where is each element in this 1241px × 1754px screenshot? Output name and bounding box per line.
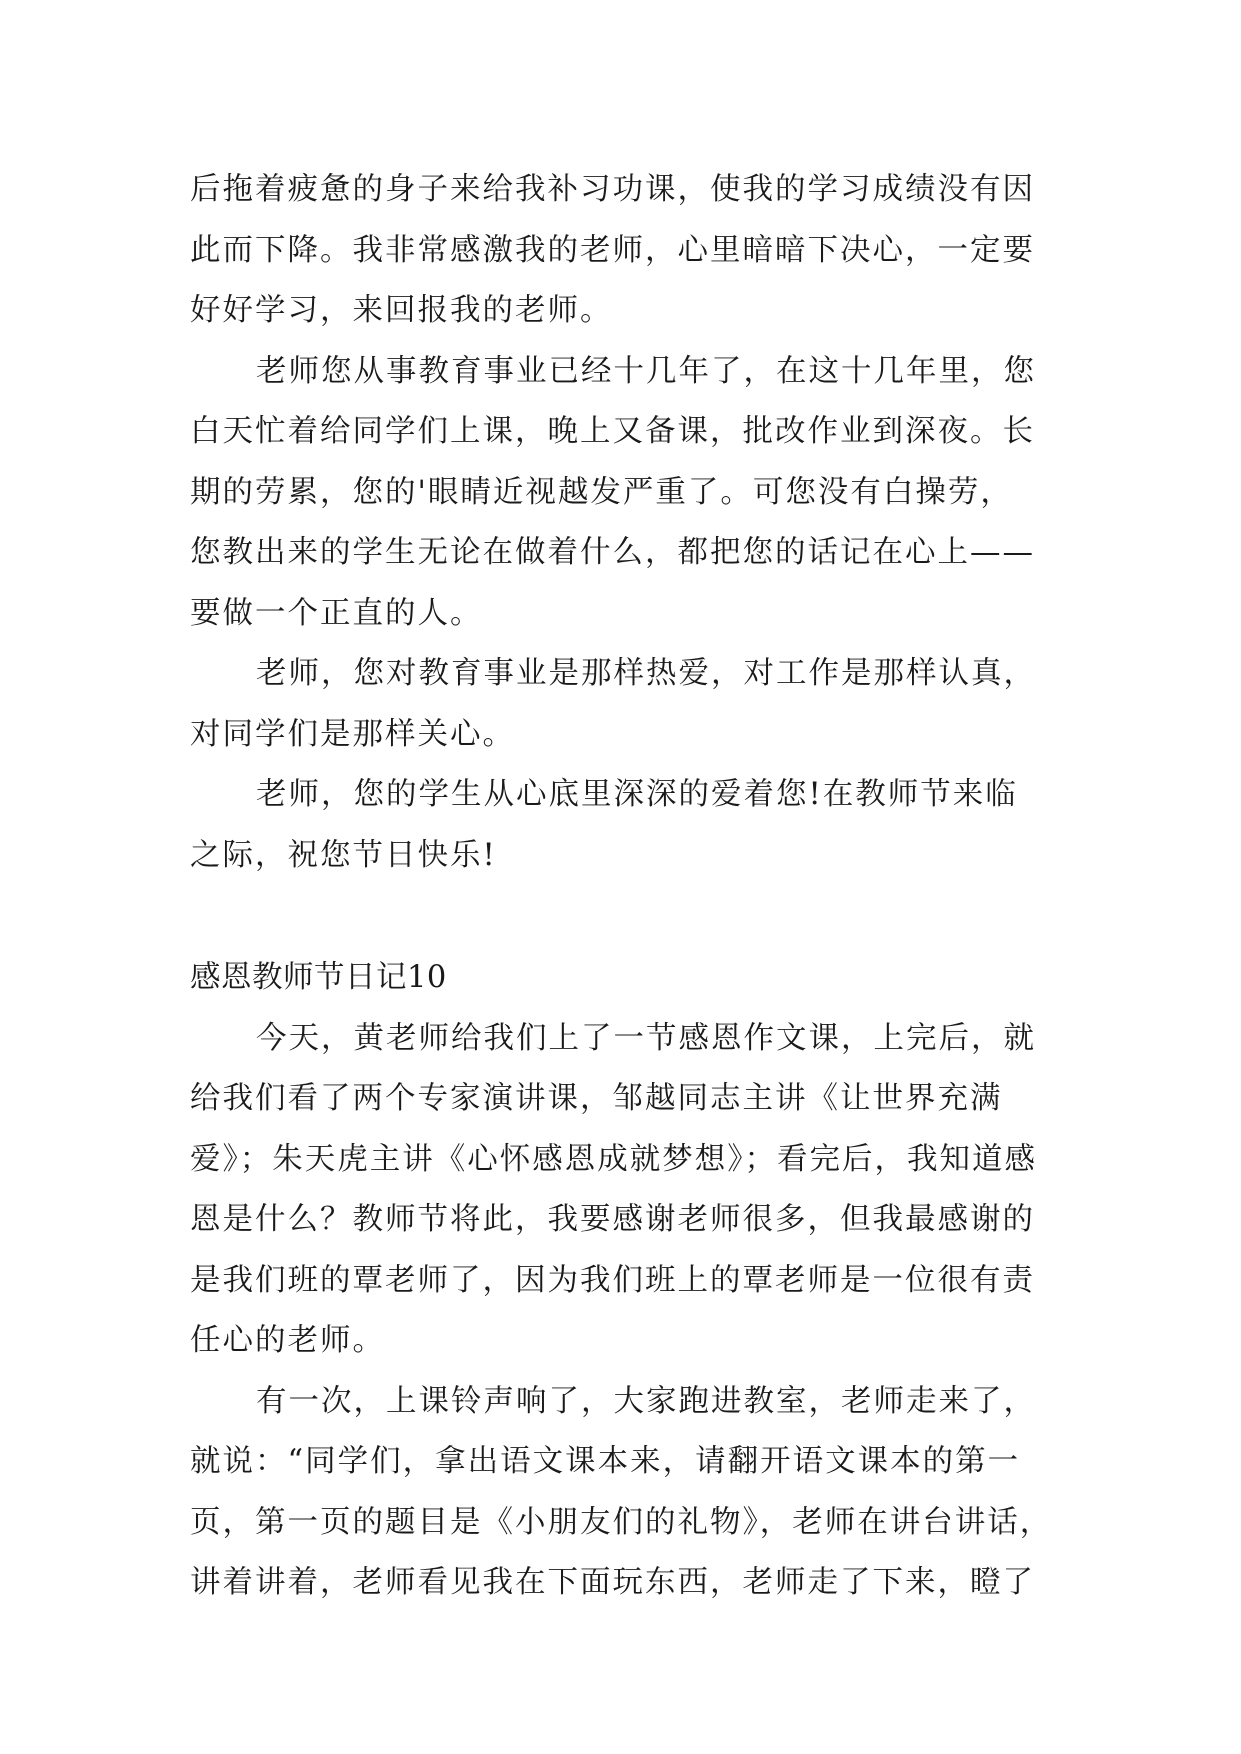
paragraph [190,160,1060,342]
text-line: 页，第一页的题目是《小朋友们的礼物》，老师在讲台讲话， [190,1504,1053,1540]
paragraph [190,342,1060,645]
text-line: 白天忙着给同学们上课，晚上又备课，批改作业到深夜。长 [190,414,1035,449]
paragraph [190,644,1060,765]
text-line: 任心的老师。 [190,1323,385,1358]
text-line: 老师，您的学生从心底里深深的爱着您!在教师节来临 [256,777,1018,812]
text-line: 讲着讲着，老师看见我在下面玩东西，老师走了下来，瞪了 [190,1565,1035,1600]
document-body [190,160,1060,1614]
text-line: 给我们看了两个专家演讲课，邹越同志主讲《让世界充满 [190,1081,1003,1116]
text-line: 之际，祝您节日快乐! [190,837,497,873]
text-line: 此而下降。我非常感激我的老师，心里暗暗下决心，一定要 [190,232,1035,268]
text-line: 老师您从事教育事业已经十几年了，在这十几年里，您 [256,353,1036,389]
text-line: 对同学们是那样关心。 [190,716,515,752]
paragraph [190,765,1060,886]
text-line: 爱》；朱天虎主讲《心怀感恩成就梦想》；看完后，我知道感 [190,1141,1037,1177]
paragraph [190,1009,1060,1372]
text-line: 就说：“同学们，拿出语文课本来，请翻开语文课本的第一 [190,1444,1021,1479]
text-line: 有一次，上课铃声响了，大家跑进教室，老师走来了， [256,1383,1036,1419]
text-line: 今天，黄老师给我们上了一节感恩作文课，上完后，就 [256,1020,1036,1056]
text-line: 后拖着疲惫的身子来给我补习功课，使我的学习成绩没有因 [190,172,1035,207]
text-line: 要做一个正直的人。 [190,595,483,631]
text-line: 恩是什么？教师节将此，我要感谢老师很多，但我最感谢的 [190,1202,1035,1237]
section-title: 感恩教师节日记10 [190,960,447,995]
text-line: 是我们班的覃老师了，因为我们班上的覃老师是一位很有责 [190,1262,1035,1298]
text-line: 您教出来的学生无论在做着什么，都把您的话记在心上—— [190,535,1035,570]
paragraph [190,1372,1060,1614]
text-line: 好好学习，来回报我的老师。 [190,293,613,328]
text-line: 老师，您对教育事业是那样热爱，对工作是那样认真， [256,656,1036,691]
text-line: 期的劳累，您的'眼睛近视越发严重了。可您没有白操劳， [190,474,1013,510]
